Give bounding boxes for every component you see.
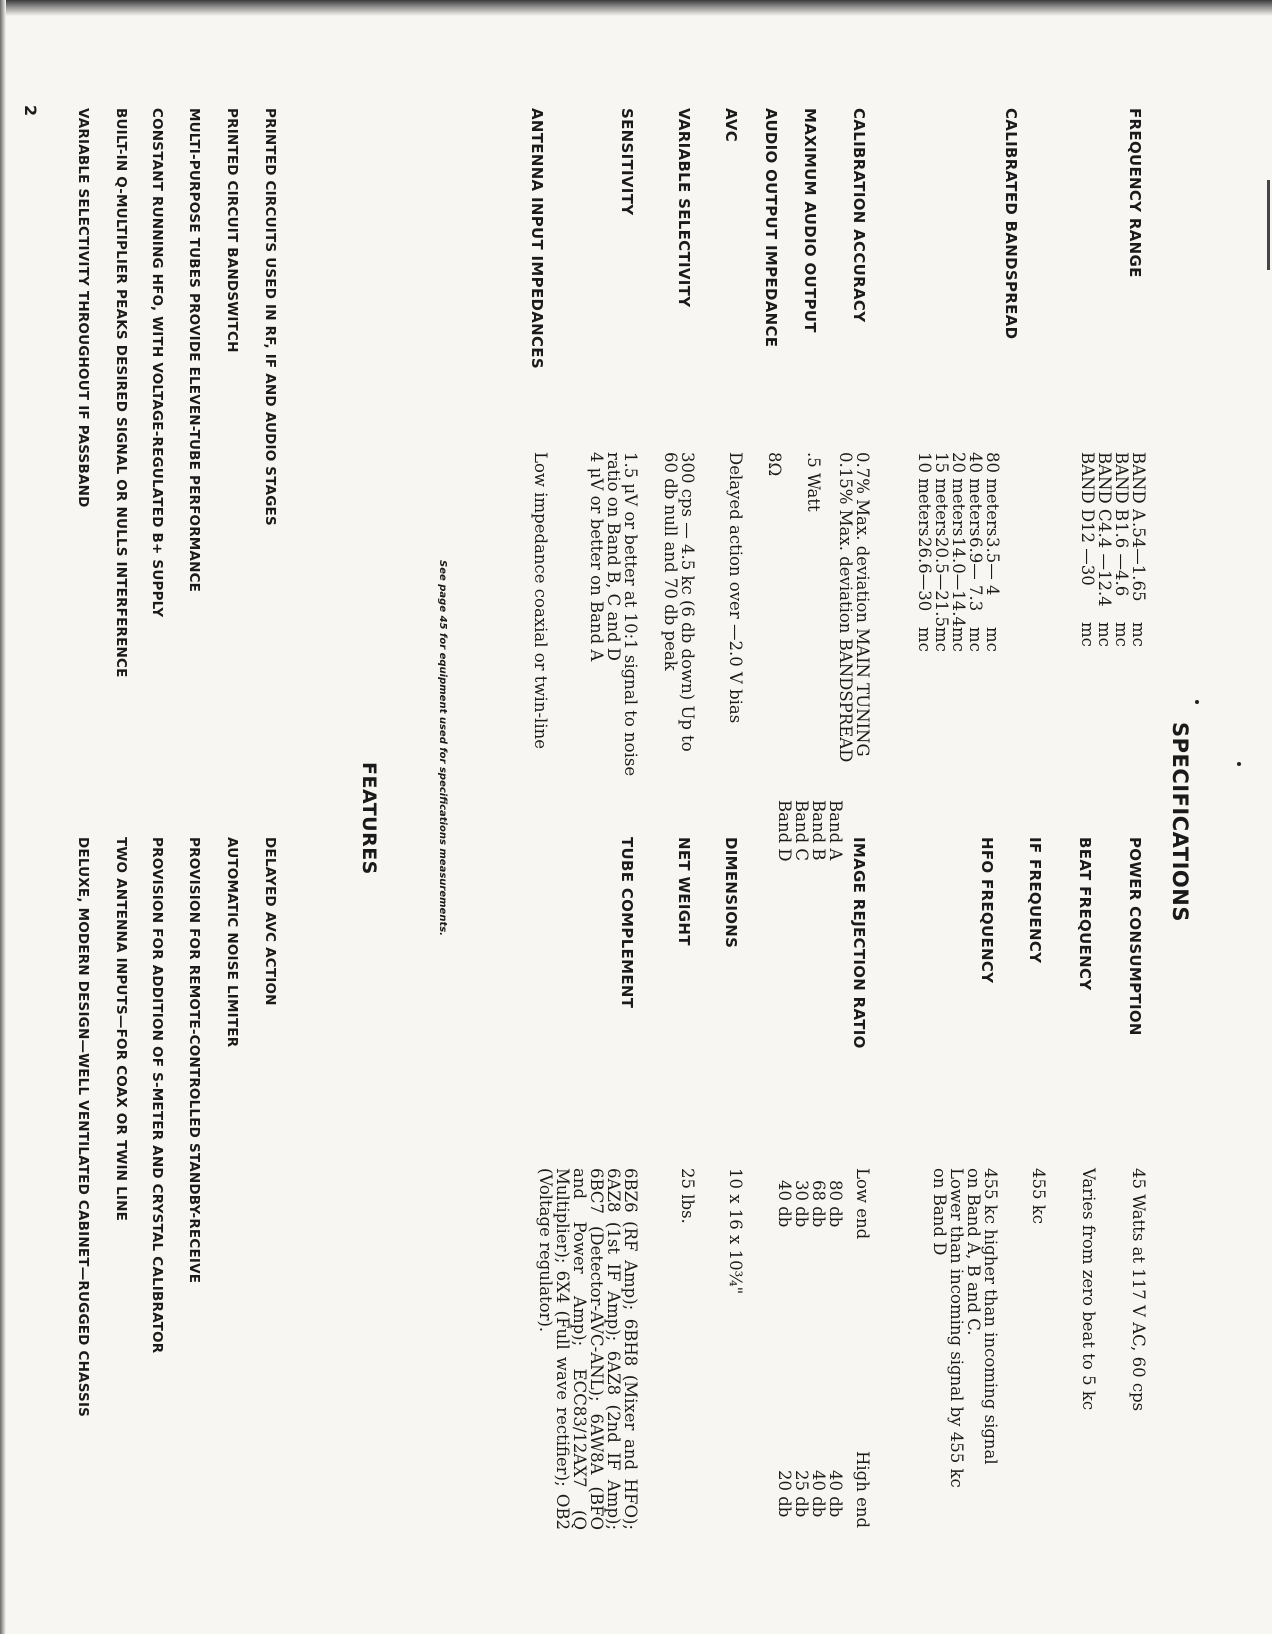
band-name: Band C <box>792 800 811 862</box>
band-unit: mc <box>1112 622 1131 647</box>
low-end-value: 68 db <box>809 1180 828 1228</box>
band-name: BAND A <box>1129 452 1148 521</box>
hfo-frequency-line4: on Band D <box>930 1168 949 1256</box>
calibration-accuracy-label: CALIBRATION ACCURACY <box>850 108 868 323</box>
beat-frequency-label: BEAT FREQUENCY <box>1076 837 1094 991</box>
measurement-footnote: See page 45 for equipment used for specifications measurements. <box>437 560 448 936</box>
band-name: BAND C <box>1095 452 1114 522</box>
table-row <box>1130 452 1147 647</box>
image-rejection-low-header: Low end <box>853 1168 872 1240</box>
band-unit: mc <box>983 627 1002 652</box>
band-name: BAND B <box>1112 452 1131 522</box>
high-end-value: 25 db <box>792 1470 811 1518</box>
feature-item: PROVISION FOR REMOTE-CONTROLLED STANDBY-RECEIVE <box>186 837 202 1284</box>
high-end-value: 20 db <box>775 1470 794 1518</box>
feature-item: BUILT-IN Q-MULTIPLIER PEAKS DESIRED SIGNAL OR NULLS INTERFERENCE <box>113 108 129 678</box>
calibration-accuracy-main: 0.7% Max. deviation MAIN TUNING <box>853 452 872 757</box>
frequency-range-table <box>1079 452 1147 647</box>
low-end-value: 30 db <box>792 1180 811 1228</box>
low-end-value: 40 db <box>775 1180 794 1228</box>
band-unit: mc <box>932 627 951 652</box>
band-name: Band B <box>809 800 828 861</box>
band-meters: 80 meters <box>983 452 1002 537</box>
band-name: Band D <box>775 800 794 862</box>
table-row <box>950 452 967 652</box>
band-range: 12 —30 <box>1078 522 1097 586</box>
table-row <box>810 800 827 1517</box>
calibration-accuracy-bandspread: 0.15% Max. deviation BANDSPREAD <box>836 452 855 763</box>
table-row <box>1096 452 1113 647</box>
image-rejection-ratio-label: IMAGE REJECTION RATIO <box>850 837 868 1049</box>
band-meters: 15 meters <box>932 452 951 537</box>
power-consumption-label: POWER CONSUMPTION <box>1126 837 1144 1036</box>
net-weight-value: 25 lbs. <box>678 1168 697 1224</box>
sensitivity-line1: 1.5 μV or better at 10:1 signal to noise <box>621 452 640 777</box>
audio-output-impedance-label: AUDIO OUTPUT IMPEDANCE <box>762 108 780 348</box>
hfo-frequency-line3: Lower than incoming signal by 455 kc <box>947 1168 966 1488</box>
beat-frequency-value: Varies from zero beat to 5 kc <box>1079 1168 1098 1411</box>
dimensions-label: DIMENSIONS <box>722 837 740 949</box>
antenna-input-impedances-value: Low impedance coaxial or twin-line <box>531 452 550 749</box>
variable-selectivity-label: VARIABLE SELECTIVITY <box>675 108 693 308</box>
hfo-frequency-label: HFO FREQUENCY <box>978 837 996 984</box>
band-unit: mc <box>1095 622 1114 647</box>
sensitivity-line2: ratio on Band B, C and D <box>604 452 623 661</box>
max-audio-output-value: .5 Watt <box>804 452 823 512</box>
high-end-value: 40 db <box>826 1470 845 1518</box>
features-title: FEATURES <box>358 762 380 875</box>
band-unit: mc <box>915 627 934 652</box>
band-range: 1.6 —4.6 <box>1112 522 1131 597</box>
tube-complement-value: 6BZ6 (RF Amp); 6BH8 (Mixer and HFO); 6AZ8 (1st IF Amp); 6AZ8 (2nd IF Amp); 6BC7 (Detector-AVC-ANL); 6AW8A (BFO and Power Amp); ECC83/12AX7 (Q Multiplier); 6X4 (Full wave rectifier); OB2 (Voltage regulator). <box>536 1168 640 1530</box>
table-row <box>793 800 810 1517</box>
band-range: 4.4 —12.4 <box>1095 522 1114 607</box>
band-range: .54—1.65 <box>1129 522 1148 602</box>
table-row <box>1079 452 1096 647</box>
feature-item: DELAYED AVC ACTION <box>262 837 278 1006</box>
table-row <box>1113 452 1130 647</box>
table-row <box>827 800 844 1517</box>
band-name: BAND D <box>1078 452 1097 523</box>
avc-value: Delayed action over —2.0 V bias <box>726 452 745 724</box>
table-row <box>984 452 1001 652</box>
feature-item: PRINTED CIRCUITS USED IN RF, IF AND AUDIO STAGES <box>262 108 278 526</box>
if-frequency-value: 455 kc <box>1029 1168 1048 1224</box>
band-meters: 20 meters <box>949 452 968 537</box>
band-unit: mc <box>1078 622 1097 647</box>
feature-item: DELUXE, MODERN DESIGN—WELL VENTILATED CABINET—RUGGED CHASSIS <box>75 837 91 1418</box>
hfo-frequency-line1: 455 kc higher than incoming signal <box>981 1168 1000 1465</box>
image-rejection-high-header: High end <box>853 1451 872 1529</box>
band-name: Band A <box>826 800 845 861</box>
table-row <box>933 452 950 652</box>
band-unit: mc <box>966 627 985 652</box>
sensitivity-label: SENSITIVITY <box>618 108 636 216</box>
low-end-value: 80 db <box>826 1180 845 1228</box>
band-range: 14.0—14.4 <box>949 537 968 627</box>
variable-selectivity-line2: 60 db null and 70 db peak <box>661 452 680 671</box>
band-range: 20.5—21.5 <box>932 537 951 627</box>
variable-selectivity-line1: 300 cps — 4.5 kc (6 db down) Up to <box>678 452 697 752</box>
power-consumption-value: 45 Watts at 117 V AC, 60 cps <box>1129 1168 1148 1412</box>
feature-item: AUTOMATIC NOISE LIMITER <box>224 837 240 1048</box>
table-row <box>916 452 933 652</box>
feature-item: MULTI-PURPOSE TUBES PROVIDE ELEVEN-TUBE PERFORMANCE <box>186 108 202 593</box>
antenna-input-impedances-label: ANTENNA INPUT IMPEDANCES <box>528 108 546 369</box>
net-weight-label: NET WEIGHT <box>675 837 693 946</box>
band-unit: mc <box>949 627 968 652</box>
band-range: 3.5— 4 <box>983 537 1002 596</box>
feature-item: TWO ANTENNA INPUTS—FOR COAX OR TWIN LINE <box>113 837 129 1222</box>
if-frequency-label: IF FREQUENCY <box>1026 837 1044 964</box>
image-rejection-table <box>776 800 844 1517</box>
calibrated-bandspread-label: CALIBRATED BANDSPREAD <box>1002 108 1020 340</box>
audio-output-impedance-value: 8Ω <box>765 452 784 477</box>
table-row <box>967 452 984 652</box>
feature-item: CONSTANT RUNNING HFO, WITH VOLTAGE-REGULATED B+ SUPPLY <box>149 108 165 618</box>
feature-item: VARIABLE SELECTIVITY THROUGHOUT IF PASSBAND <box>75 108 91 508</box>
feature-item: PROVISION FOR ADDITION OF S-METER AND CRYSTAL CALIBRATOR <box>149 837 165 1354</box>
dimensions-value: 10 x 16 x 10¾" <box>726 1168 745 1295</box>
avc-label: AVC <box>722 108 740 143</box>
tube-complement-label: TUBE COMPLEMENT <box>618 837 636 1009</box>
max-audio-output-label: MAXIMUM AUDIO OUTPUT <box>801 108 819 333</box>
bandspread-table <box>916 452 1001 652</box>
high-end-value: 40 db <box>809 1470 828 1518</box>
band-range: 6.9— 7.3 <box>966 537 985 612</box>
band-unit: mc <box>1129 622 1148 647</box>
band-range: 26.6—30 <box>915 537 934 612</box>
band-meters: 10 meters <box>915 452 934 537</box>
sensitivity-line3: 4 μV or better on Band A <box>587 452 606 662</box>
page-number: 2 <box>21 105 40 117</box>
frequency-range-label: FREQUENCY RANGE <box>1126 108 1144 278</box>
feature-item: PRINTED CIRCUIT BANDSWITCH <box>224 108 240 353</box>
specifications-title: SPECIFICATIONS <box>1168 722 1192 922</box>
band-meters: 40 meters <box>966 452 985 537</box>
table-row <box>776 800 793 1517</box>
hfo-frequency-line2: on Band A, B and C. <box>964 1168 983 1336</box>
